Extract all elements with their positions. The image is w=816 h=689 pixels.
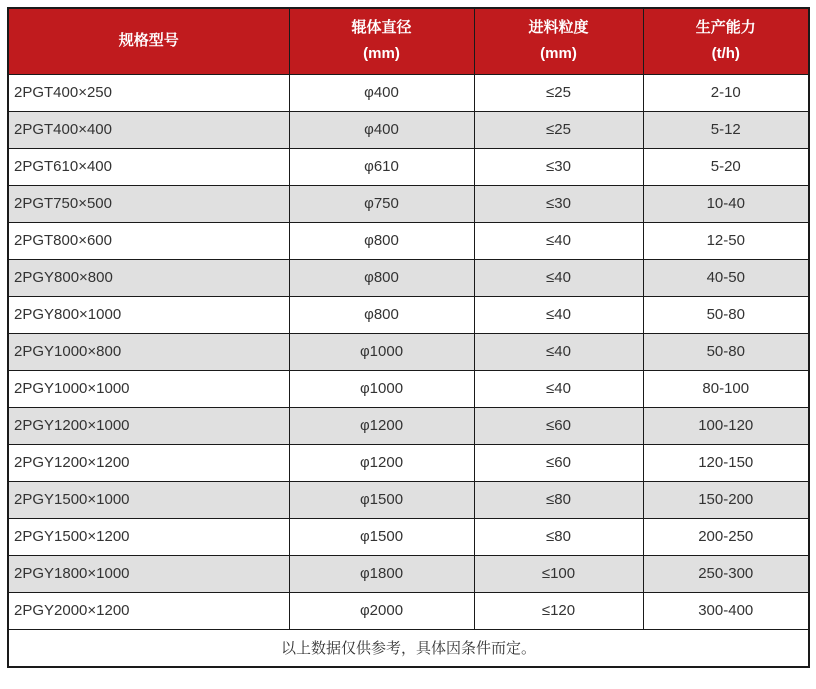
cell-roller-diameter: φ1500 <box>289 481 474 518</box>
cell-roller-diameter: φ610 <box>289 148 474 185</box>
cell-capacity: 5-12 <box>643 111 809 148</box>
cell-capacity: 2-10 <box>643 74 809 111</box>
cell-roller-diameter: φ800 <box>289 222 474 259</box>
header-capacity <box>643 8 809 74</box>
cell-capacity: 150-200 <box>643 481 809 518</box>
cell-model: 2PGY1000×800 <box>8 333 289 370</box>
cell-roller-diameter: φ1000 <box>289 333 474 370</box>
cell-roller-diameter: φ1800 <box>289 555 474 592</box>
spec-table <box>7 7 810 668</box>
table-row <box>8 148 809 185</box>
cell-feed-size: ≤25 <box>474 111 643 148</box>
cell-model: 2PGT800×600 <box>8 222 289 259</box>
cell-feed-size: ≤40 <box>474 259 643 296</box>
table-row <box>8 259 809 296</box>
header-feed-size-label: 进料粒度 <box>528 19 589 37</box>
table-row <box>8 296 809 333</box>
cell-capacity: 300-400 <box>643 592 809 629</box>
cell-feed-size: ≤100 <box>474 555 643 592</box>
table-row <box>8 555 809 592</box>
header-feed-size-unit: (mm) <box>540 45 577 63</box>
cell-model: 2PGT610×400 <box>8 148 289 185</box>
cell-model: 2PGY1200×1000 <box>8 407 289 444</box>
cell-feed-size: ≤30 <box>474 185 643 222</box>
cell-roller-diameter: φ1200 <box>289 444 474 481</box>
cell-feed-size: ≤40 <box>474 222 643 259</box>
cell-feed-size: ≤80 <box>474 481 643 518</box>
cell-roller-diameter: φ800 <box>289 296 474 333</box>
cell-capacity: 50-80 <box>643 296 809 333</box>
cell-model: 2PGY2000×1200 <box>8 592 289 629</box>
cell-feed-size: ≤30 <box>474 148 643 185</box>
cell-model: 2PGY800×1000 <box>8 296 289 333</box>
cell-model: 2PGY800×800 <box>8 259 289 296</box>
cell-capacity: 250-300 <box>643 555 809 592</box>
header-roller-diameter-label: 辊体直径 <box>351 19 412 37</box>
cell-capacity: 10-40 <box>643 185 809 222</box>
table-row <box>8 592 809 629</box>
header-capacity-unit: (t/h) <box>711 45 740 63</box>
header-model <box>8 8 289 74</box>
cell-roller-diameter: φ1500 <box>289 518 474 555</box>
cell-capacity: 40-50 <box>643 259 809 296</box>
cell-capacity: 50-80 <box>643 333 809 370</box>
cell-model: 2PGT400×400 <box>8 111 289 148</box>
header-feed-size <box>474 8 643 74</box>
cell-capacity: 100-120 <box>643 407 809 444</box>
cell-roller-diameter: φ1000 <box>289 370 474 407</box>
cell-capacity: 120-150 <box>643 444 809 481</box>
cell-roller-diameter: φ400 <box>289 111 474 148</box>
cell-feed-size: ≤40 <box>474 296 643 333</box>
table-row <box>8 74 809 111</box>
header-capacity-label: 生产能力 <box>695 19 756 37</box>
cell-roller-diameter: φ2000 <box>289 592 474 629</box>
cell-feed-size: ≤120 <box>474 592 643 629</box>
cell-model: 2PGY1500×1000 <box>8 481 289 518</box>
table-row <box>8 444 809 481</box>
table-row <box>8 518 809 555</box>
cell-model: 2PGT750×500 <box>8 185 289 222</box>
cell-feed-size: ≤60 <box>474 407 643 444</box>
header-roller-diameter-unit: (mm) <box>363 45 400 63</box>
cell-model: 2PGY1500×1200 <box>8 518 289 555</box>
cell-roller-diameter: φ400 <box>289 74 474 111</box>
cell-model: 2PGT400×250 <box>8 74 289 111</box>
cell-feed-size: ≤80 <box>474 518 643 555</box>
spec-table-header <box>8 8 809 74</box>
cell-roller-diameter: φ800 <box>289 259 474 296</box>
cell-feed-size: ≤60 <box>474 444 643 481</box>
cell-model: 2PGY1000×1000 <box>8 370 289 407</box>
table-row <box>8 333 809 370</box>
header-model-label: 规格型号 <box>118 32 179 50</box>
header-row <box>8 8 809 74</box>
footnote-row <box>8 629 809 667</box>
cell-roller-diameter: φ750 <box>289 185 474 222</box>
cell-feed-size: ≤40 <box>474 370 643 407</box>
table-row <box>8 111 809 148</box>
cell-model: 2PGY1200×1200 <box>8 444 289 481</box>
table-row <box>8 370 809 407</box>
cell-model: 2PGY1800×1000 <box>8 555 289 592</box>
table-row <box>8 481 809 518</box>
table-row <box>8 185 809 222</box>
spec-table-footer <box>8 629 809 667</box>
cell-capacity: 80-100 <box>643 370 809 407</box>
table-row <box>8 407 809 444</box>
cell-feed-size: ≤25 <box>474 74 643 111</box>
cell-capacity: 200-250 <box>643 518 809 555</box>
spec-table-body <box>8 74 809 629</box>
cell-capacity: 5-20 <box>643 148 809 185</box>
table-row <box>8 222 809 259</box>
footnote-text: 以上数据仅供参考，具体因条件而定。 <box>8 629 809 667</box>
header-roller-diameter <box>289 8 474 74</box>
cell-roller-diameter: φ1200 <box>289 407 474 444</box>
cell-capacity: 12-50 <box>643 222 809 259</box>
cell-feed-size: ≤40 <box>474 333 643 370</box>
